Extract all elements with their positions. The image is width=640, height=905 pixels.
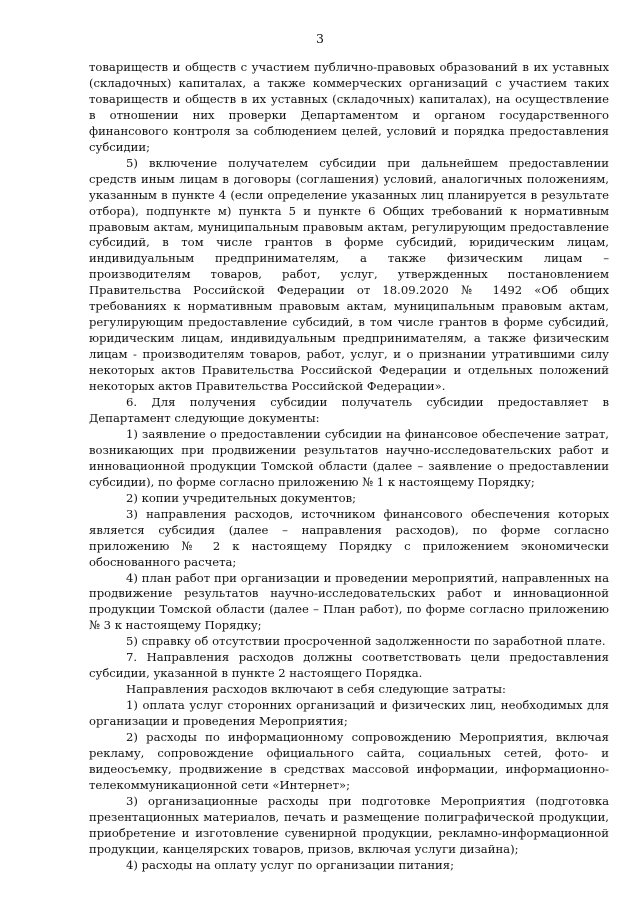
- paragraph: 1) заявление о предоставлении субсидии на финансовое обеспечение затрат, возникающих при продвижении результатов научно-исследовательских работ и инновационной продукции Томской области (далее – заявление о предоставлении субсидии), по форме согласно приложению № 1 к настоящему Порядку;: [89, 426, 609, 489]
- paragraph: 2) расходы по информационному сопровождению Мероприятия, включая рекламу, сопровождение официального сайта, социальных сетей, фото- и видеосъемку, продвижение в средствах массовой информации, информационно-телекоммуникационной сети «Интернет»;: [89, 730, 609, 792]
- paragraph: 4) план работ при организации и проведении мероприятий, направленных на продвижение результатов научно-исследовательских работ и инновационной продукции Томской области (далее – План работ), по форме согласно приложению № 3 к настоящему Порядку;: [89, 570, 609, 633]
- paragraph: 5) справку об отсутствии просроченной задолженности по заработной плате.: [126, 634, 606, 649]
- paragraph: 3) направления расходов, источником финансового обеспечения которых является субсидия (далее – направления расходов), по форме согласно приложению № 2 к настоящему Порядку с приложением экономически обоснованного расчета;: [89, 506, 609, 569]
- paragraph: 5) включение получателем субсидии при дальнейшем предоставлении средств иным лицам в договоры (соглашения) условий, аналогичных положениям, указанным в пункте 4 (если определение указанных лиц планируется в результате отбора), подпункте м) пункта 5 и пункте 6 Общих требований к нормативным правовым актам, муниципальным правовым актам, регулирующим предоставление субсидий, в том числе грантов в форме субсидий, юридическим лицам, индивидуальным предпринимателям, а также физическим лицам – производителям товаров, работ, услуг, утвержденных постановлением Правительства Российской Федерации от 18.09.2020 № 1492 «Об общих требованиях к нормативным правовым актам, муниципальным правовым актам, регулирующим предоставление субсидий, в том числе грантов в форме субсидий, юридическим лицам, индивидуальным предпринимателям, а также физическим лицам - производителям товаров, работ, услуг, и о признании утратившими силу некоторых актов Правительства Российской Федерации и отдельных положений некоторых актов Правительства Российской Федерации».: [89, 155, 609, 394]
- paragraph: 7. Направления расходов должны соответствовать цели предоставления субсидии, указанной в пункте 2 настоящего Порядка.: [89, 650, 609, 681]
- paragraph: 4) расходы на оплату услуг по организации питания;: [126, 857, 454, 872]
- paragraph: товариществ и обществ с участием публично-правовых образований в их уставных (складочных) капиталах, а также коммерческих организаций с участием таких товариществ и обществ в их уставных (складочных) капиталах), на осуществление в отношении них проверки Департаментом и органом государственного финансового контроля за соблюдением целей, условий и порядка предоставления субсидии;: [89, 60, 609, 154]
- paragraph: 6. Для получения субсидии получатель субсидии предоставляет в Департамент следующие документы:: [89, 395, 609, 425]
- paragraph: 2) копии учредительных документов;: [126, 490, 357, 505]
- document-body: [89, 60, 609, 874]
- page-number: 3: [316, 31, 324, 46]
- paragraph: 3) организационные расходы при подготовке Мероприятия (подготовка презентационных материалов, печать и размещение полиграфической продукции, приобретение и изготовление сувенирной продукции, рекламно-информационной продукции, канцелярских товаров, призов, включая услуги дизайна);: [89, 793, 609, 856]
- paragraph: Направления расходов включают в себя следующие затраты:: [126, 682, 506, 697]
- paragraph: 1) оплата услуг сторонних организаций и физических лиц, необходимых для организации и проведения Мероприятия;: [89, 698, 609, 729]
